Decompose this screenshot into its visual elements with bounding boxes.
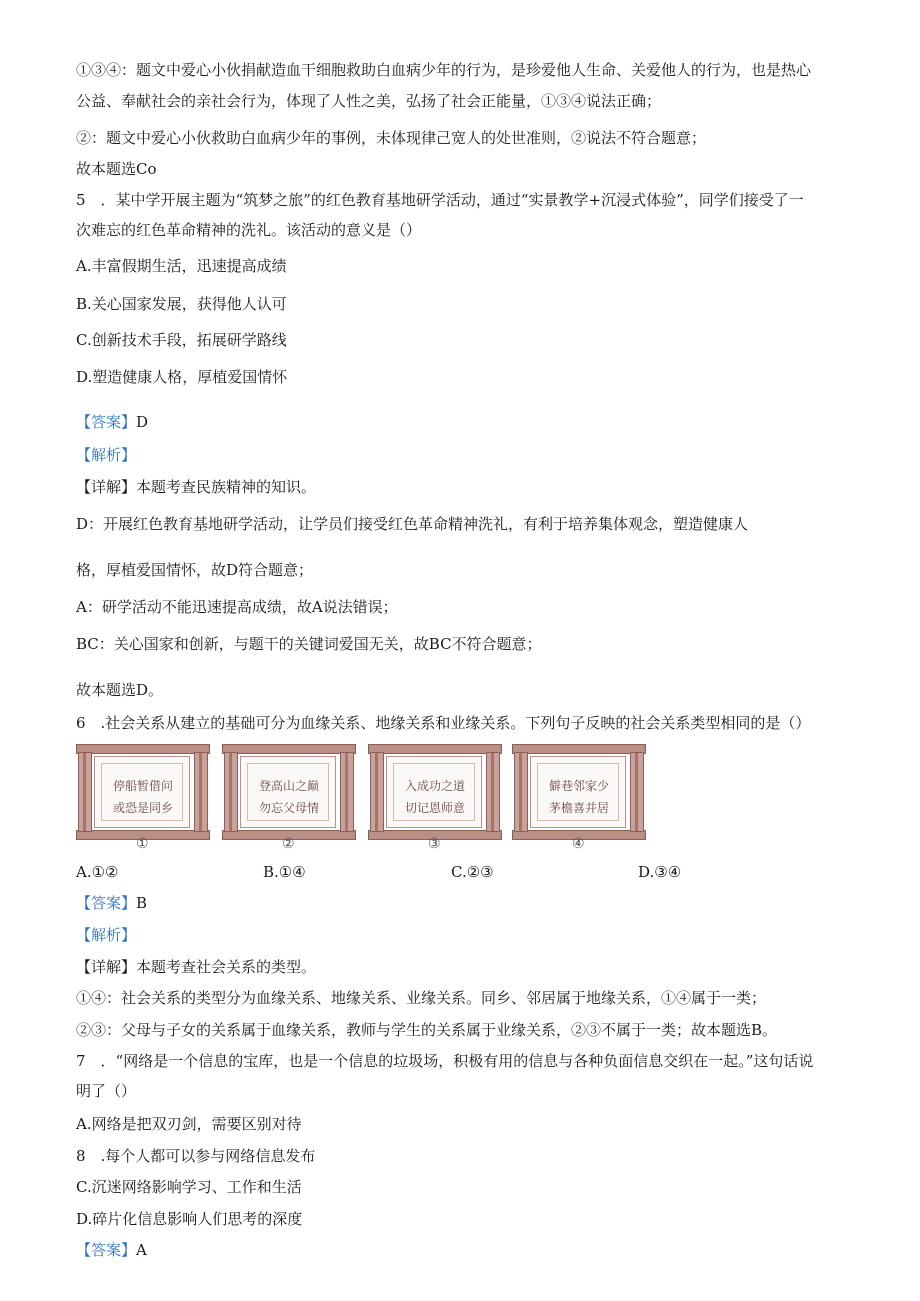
scroll-text-top: 入成功之道 [404, 779, 465, 793]
q5-option-d: D.塑造健康人格，厚植爱国情怀 [76, 368, 288, 386]
scroll-text-bottom: 切记恩师意 [404, 801, 465, 815]
q5-detail-line-2: 格，厚植爱国情怀，故D符合题意； [76, 561, 314, 579]
q7-option-a: A.网络是把双刃剑，需要区别对待 [76, 1115, 302, 1133]
q7-stem-line-1: 7 ．“网络是一个信息的宝库，也是一个信息的垃圾场，积极有用的信息与各种负面信息交织在一起。”这句话说 [76, 1052, 814, 1070]
scroll-text-bottom: 或恐是同乡 [112, 801, 173, 815]
q5-detail-line-3: A：研学活动不能迅速提高成绩，故A说法错误； [76, 598, 398, 616]
q5-stem-line-1: 5 ．某中学开展主题为“筑梦之旅”的红色教育基地研学活动，通过“实景教学+沉浸式体验”，同学们接受了一 [76, 191, 804, 209]
q6-analysis-tag: 【解析】 [76, 926, 137, 944]
q5-detail-line-4: BC：关心国家和创新，与题干的关键词爱国无关，故BC不符合题意； [76, 635, 542, 653]
q5-analysis-tag: 【解析】 [76, 446, 137, 464]
q4-conclusion: 故本题选Co [76, 160, 157, 178]
q8-line: 8 .每个人都可以参与网络信息发布 [76, 1147, 316, 1165]
scroll-text-top: 停船暂借问 [112, 779, 173, 793]
q6-option-a: A.①② [76, 863, 119, 881]
q7-answer [76, 1240, 147, 1260]
scroll-number: ① [136, 836, 149, 852]
q6-answer [76, 893, 147, 913]
q5-stem-line-2: 次难忘的红色革命精神的洗礼。该活动的意义是（） [76, 221, 422, 239]
scroll-number: ③ [428, 836, 441, 852]
q6-detail-heading: 【详解】本题考查社会关系的类型。 [76, 958, 317, 976]
scroll-text-bottom: 茅檐喜并居 [548, 801, 609, 815]
q7-stem-line-2: 明了（） [76, 1082, 137, 1100]
scroll-number: ② [282, 836, 295, 852]
answer-tag: 【答案】 [76, 894, 137, 912]
q4-analysis-line-2: 公益、奉献社会的亲社会行为，体现了人性之美，弘扬了社会正能量，①③④说法正确； [76, 92, 662, 110]
q5-detail-heading: 【详解】本题考查民族精神的知识。 [76, 478, 317, 496]
q4-analysis-line-3: ②：题文中爱心小伙救助白血病少年的事例，未体现律己宽人的处世准则，②说法不符合题意； [76, 129, 707, 147]
scroll-image-3 [368, 744, 502, 844]
scroll-text-top: 僻巷邻家少 [548, 779, 609, 793]
q6-option-c: C.②③ [451, 863, 494, 881]
answer-value: D [136, 413, 149, 431]
q6-detail-line-2: ②③：父母与子女的关系属于血缘关系，教师与学生的关系属于业缘关系，②③不属于一类；故本题选B。 [76, 1021, 778, 1039]
scroll-image-1 [76, 744, 210, 844]
scroll-number: ④ [572, 836, 585, 852]
q5-option-a: A.丰富假期生活，迅速提高成绩 [76, 257, 287, 275]
scroll-image-2 [222, 744, 356, 844]
q5-conclusion: 故本题选D。 [76, 681, 164, 699]
answer-value: A [136, 1241, 147, 1259]
q6-detail-line-1: ①④：社会关系的类型分为血缘关系、地缘关系、业缘关系。同乡、邻居属于地缘关系，①④属于一类； [76, 989, 767, 1007]
answer-tag: 【答案】 [76, 1241, 137, 1259]
q5-option-c: C.创新技术手段，拓展研学路线 [76, 331, 287, 349]
answer-value: B [136, 894, 148, 912]
q7-option-c: C.沉迷网络影响学习、工作和生活 [76, 1178, 302, 1196]
q6-option-d: D.③④ [638, 863, 682, 881]
q6-stem: 6 .社会关系从建立的基础可分为血缘关系、地缘关系和业缘关系。下列句子反映的社会关系类型相同的是（） [76, 714, 811, 732]
q6-option-b: B.①④ [263, 863, 306, 881]
q5-answer [76, 412, 148, 432]
q7-option-d: D.碎片化信息影响人们思考的深度 [76, 1210, 303, 1228]
q5-option-b: B.关心国家发展，获得他人认可 [76, 295, 287, 313]
scroll-image-4 [512, 744, 646, 844]
answer-tag: 【答案】 [76, 413, 137, 431]
scroll-text-top: 登高山之巅 [258, 779, 319, 793]
q5-detail-line-1: D：开展红色教育基地研学活动，让学员们接受红色革命精神洗礼，有利于培养集体观念，塑造健康人 [76, 515, 749, 533]
q4-analysis-line-1: ①③④：题文中爱心小伙捐献造血干细胞救助白血病少年的行为，是珍爱他人生命、关爱他人的行为，也是热心 [76, 61, 812, 79]
scroll-text-bottom: 勿忘父母情 [258, 801, 319, 815]
